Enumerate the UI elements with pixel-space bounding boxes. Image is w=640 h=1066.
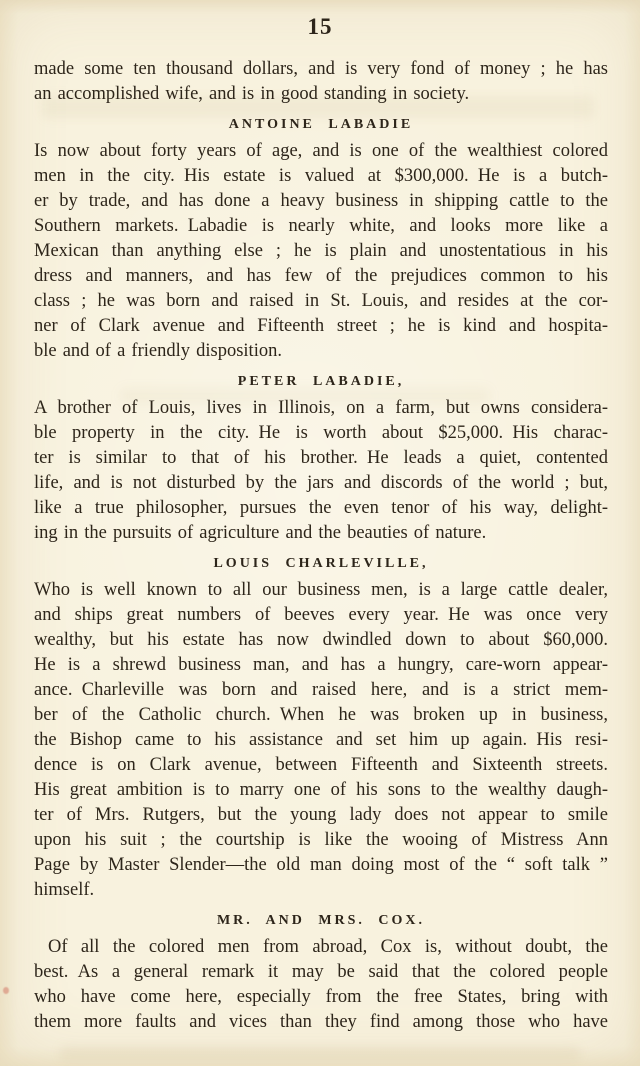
paragraph-line: who have come here, especially from the free States, bring with (34, 987, 608, 1007)
paragraph-line: ble property in the city. He is worth about $25,000. His charac- (34, 423, 608, 443)
paragraph-line: and ships great numbers of beeves every year. He was once very (34, 605, 608, 625)
paragraph-line: like a true philosopher, pursues the even tenor of his way, delight- (34, 498, 608, 518)
paragraph-line: ter of Mrs. Rutgers, but the young lady does not appear to smile (34, 805, 608, 825)
paragraph-line: the Bishop came to his assistance and set him up again. His resi- (34, 730, 608, 750)
paragraph (34, 396, 608, 546)
paragraph-line: Is now about forty years of age, and is one of the wealthiest colored (34, 141, 608, 161)
paragraph-line: Page by Master Slender—the old man doing most of the “ soft talk ” (34, 855, 608, 875)
paragraph-line: them more faults and vices than they find among those who have (34, 1012, 608, 1032)
paragraph-line: upon his suit ; the courtship is like the wooing of Mistress Ann (34, 830, 608, 850)
paragraph-line: Mexican than anything else ; he is plain and unostentatious in his (34, 241, 608, 261)
paragraph-line: ing in the pursuits of agriculture and the beauties of nature. (34, 523, 487, 543)
paragraph (34, 578, 608, 903)
paragraph (34, 935, 608, 1035)
paragraph (34, 139, 608, 364)
paragraph-line: wealthy, but his estate has now dwindled down to about $60,000. (34, 630, 608, 650)
paragraph-line: His great ambition is to marry one of his sons to the wealthy daugh- (34, 780, 608, 800)
paragraph-line: er by trade, and has done a heavy business in shipping cattle to the (34, 191, 608, 211)
paragraph-line: made some ten thousand dollars, and is very fond of money ; he has (34, 59, 608, 79)
paragraph-line: Southern markets. Labadie is nearly white, and looks more like a (34, 216, 608, 236)
paragraph-line: ner of Clark avenue and Fifteenth street ; he is kind and hospita- (34, 316, 608, 336)
paragraph-line: dress and manners, and has few of the prejudices common to his (34, 266, 608, 286)
paragraph-line: A brother of Louis, lives in Illinois, on a farm, but owns considera- (34, 398, 608, 418)
page-number: 15 (307, 14, 333, 39)
paragraph-line: ber of the Catholic church. When he was broken up in business, (34, 705, 608, 725)
paragraph-line: ter is similar to that of his brother. He leads a quiet, contented (34, 448, 608, 468)
paragraph-line: life, and is not disturbed by the jars and discords of the world ; but, (34, 473, 608, 493)
paragraph-line: Of all the colored men from abroad, Cox is, without doubt, the (48, 937, 608, 957)
paragraph-line: He is a shrewd business man, and has a hungry, care-worn appear- (34, 655, 608, 675)
paragraph-line: ble and of a friendly disposition. (34, 341, 282, 361)
paragraph-line: Who is well known to all our business men, is a large cattle dealer, (34, 580, 608, 600)
section-heading: MR. AND MRS. COX. (216, 913, 426, 928)
show-through-band (60, 1046, 580, 1060)
paragraph-line: dence is on Clark avenue, between Fifteenth and Sixteenth streets. (34, 755, 608, 775)
paragraph-line: ance. Charleville was born and raised here, and is a strict mem- (34, 680, 608, 700)
section-heading: LOUIS CHARLEVILLE, (213, 556, 429, 571)
content (34, 57, 608, 1035)
section-heading: PETER LABADIE, (237, 374, 405, 389)
paragraph-line: best. As a general remark it may be said that the colored people (34, 962, 608, 982)
paper-speck (3, 987, 9, 994)
paragraph-line: an accomplished wife, and is in good standing in society. (34, 84, 470, 104)
section-heading: ANTOINE LABADIE (228, 117, 414, 132)
paragraph-line: men in the city. His estate is valued at $300,000. He is a butch- (34, 166, 608, 186)
paragraph-line: himself. (34, 880, 95, 900)
paragraph (34, 57, 608, 107)
paragraph-line: class ; he was born and raised in St. Louis, and resides at the cor- (34, 291, 608, 311)
